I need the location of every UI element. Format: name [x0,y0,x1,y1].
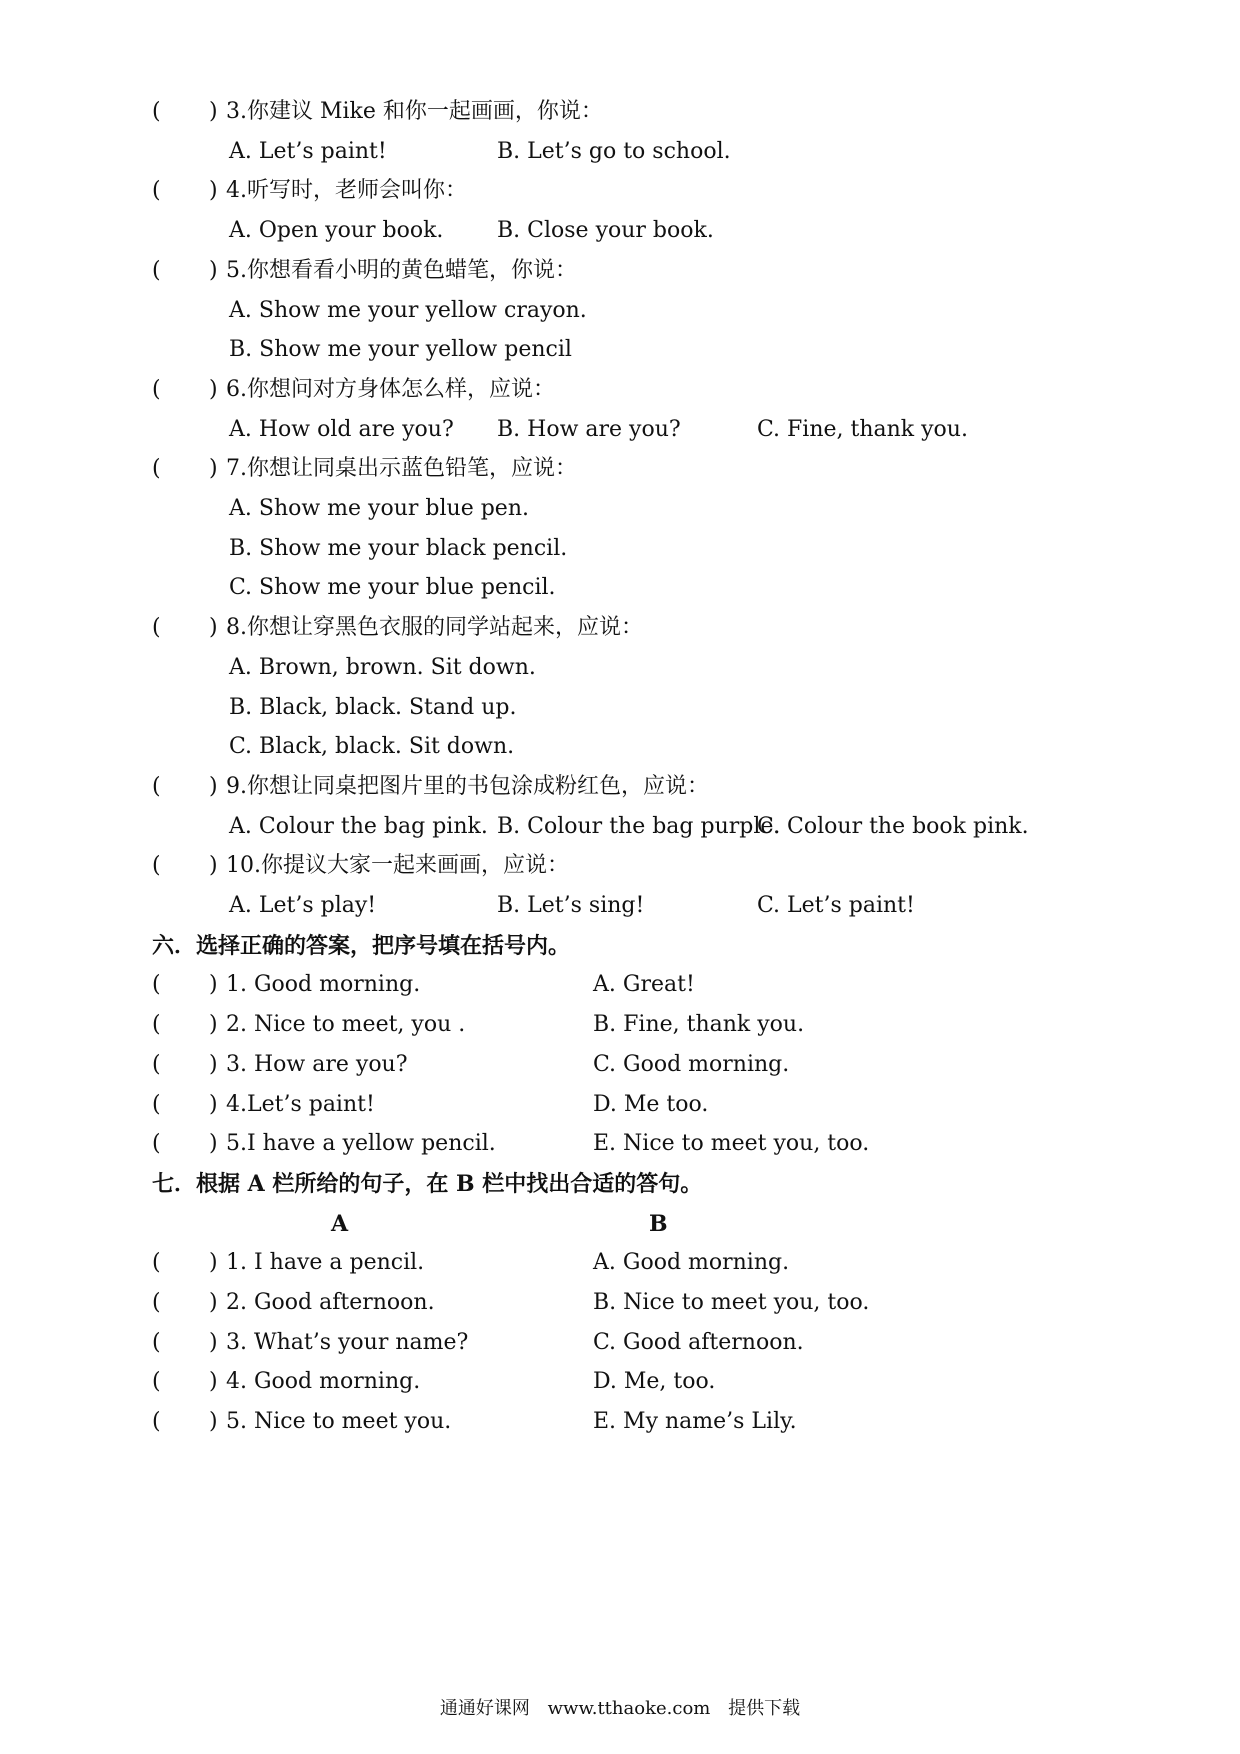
answer-blank-close: ) [209,99,218,124]
answer-blank-open[interactable]: ( [152,1091,161,1117]
answer-blank-open[interactable]: ( [152,972,161,998]
column-b-header: B [649,1210,668,1237]
option-row [0,807,1240,847]
matching-row [0,965,1240,1005]
option-choice: B. Colour the bag purple. [497,813,781,839]
matching-row [0,1005,1240,1045]
question-stem: 你想让同桌出示蓝色铅笔，应说： [247,456,578,482]
option-row [0,727,1240,767]
section-6-heading: 六．选择正确的答案，把序号填在括号内。 [152,932,571,959]
option-choice: B. Let’s sing! [497,893,645,918]
question-number: 6. [226,376,247,402]
footer-site-name: 通通好课网 [439,1698,530,1719]
question-text [226,171,467,211]
question-text [226,251,577,291]
option-choice: A. How old are you? [229,416,454,442]
response-text: C. Good morning. [593,1051,790,1077]
option-row [0,489,1240,529]
question-number: 7. [226,456,247,482]
option-choice: C. Show me your blue pencil. [229,575,556,601]
option-choice: B. How are you? [497,416,681,442]
response-text: B. Nice to meet you, too. [593,1290,870,1315]
answer-blank-close: ) [209,1290,218,1315]
question-stem: 听写时，老师会叫你： [247,178,468,204]
answer-blank-close: ) [209,1131,218,1157]
option-choice: B. Show me your yellow pencil [229,337,572,363]
matching-row [0,1045,1240,1085]
option-choice: B. Show me your black pencil. [229,535,568,561]
option-choice: A. Let’s play! [229,893,377,918]
option-choice: A. Brown, brown. Sit down. [229,654,536,680]
matching-row [0,1085,1240,1125]
question-number: 10. [226,853,261,879]
answer-blank-close: ) [209,1012,218,1038]
matching-row [0,1124,1240,1164]
answer-blank-close: ) [209,257,218,283]
question-row [0,251,1240,291]
answer-blank-close: ) [209,1091,218,1117]
question-text [226,370,555,410]
answer-blank-open[interactable]: ( [152,773,161,799]
question-stem: 你想让同桌把图片里的书包涂成粉红色，应说： [247,773,710,799]
column-a-header: A [331,1210,349,1237]
response-text: D. Me, too. [593,1369,716,1395]
option-choice: B. Let’s go to school. [497,138,731,164]
answer-blank-close: ) [209,376,218,402]
option-choice: A. Show me your yellow crayon. [229,297,587,323]
question-stem: 你想让穿黑色衣服的同学站起来，应说： [247,615,644,641]
prompt-text: 3. What’s your name? [226,1329,469,1355]
matching-row [0,1283,1240,1323]
prompt-text: 1. I have a pencil. [226,1250,425,1276]
option-row [0,568,1240,608]
question-number: 4. [226,178,247,204]
question-number: 5. [226,257,247,283]
response-text: A. Great! [593,972,695,998]
prompt-text: 5.I have a yellow pencil. [226,1131,496,1157]
answer-blank-close: ) [209,972,218,998]
answer-blank-open[interactable]: ( [152,1131,161,1157]
answer-blank-open[interactable]: ( [152,1012,161,1038]
answer-blank-open[interactable]: ( [152,376,161,402]
question-number: 3. [226,99,247,124]
option-choice: B. Close your book. [497,218,714,244]
answer-blank-open[interactable]: ( [152,178,161,204]
question-row [0,767,1240,807]
response-text: C. Good afternoon. [593,1329,804,1355]
answer-blank-open[interactable]: ( [152,456,161,482]
question-number: 9. [226,773,247,799]
answer-blank-open[interactable]: ( [152,1329,161,1355]
answer-blank-open[interactable]: ( [152,1369,161,1395]
response-text: E. My name’s Lily. [593,1409,797,1435]
matching-row [0,1362,1240,1402]
answer-blank-close: ) [209,1250,218,1276]
matching-row [0,1402,1240,1442]
matching-row [0,1243,1240,1283]
option-choice: C. Let’s paint! [757,893,915,918]
option-choice: A. Colour the bag pink. [229,813,488,839]
matching-row [0,1323,1240,1363]
answer-blank-close: ) [209,773,218,799]
answer-blank-open[interactable]: ( [152,99,161,124]
answer-blank-open[interactable]: ( [152,257,161,283]
option-choice: C. Black, black. Sit down. [229,734,515,760]
option-row [0,211,1240,251]
prompt-text: 2. Nice to meet, you . [226,1012,466,1038]
option-row [0,410,1240,450]
question-text [226,846,569,886]
question-text [226,608,643,648]
answer-blank-close: ) [209,853,218,879]
question-row [0,92,1240,132]
answer-blank-close: ) [209,1051,218,1077]
option-row [0,132,1240,172]
option-row [0,886,1240,926]
question-row [0,370,1240,410]
prompt-text: 3. How are you? [226,1051,408,1077]
question-row [0,846,1240,886]
answer-blank-open[interactable]: ( [152,615,161,641]
option-choice: B. Black, black. Stand up. [229,694,517,720]
option-choice: A. Let’s paint! [229,138,387,164]
question-stem: 你提议大家一起来画画，应说： [261,853,570,879]
response-text: E. Nice to meet you, too. [593,1131,870,1157]
answer-blank-open[interactable]: ( [152,1290,161,1315]
question-stem: 你想问对方身体怎么样，应说： [247,376,556,402]
prompt-text: 1. Good morning. [226,972,421,998]
response-text: B. Fine, thank you. [593,1012,805,1038]
option-row [0,529,1240,569]
answer-blank-close: ) [209,1409,218,1435]
footer-url[interactable]: www.tthaoke.com [547,1698,711,1719]
response-text: D. Me too. [593,1091,709,1117]
prompt-text: 2. Good afternoon. [226,1290,435,1315]
answer-blank-close: ) [209,615,218,641]
option-choice: C. Fine, thank you. [757,416,968,442]
question-stem: 你想看看小明的黄色蜡笔，你说： [247,257,578,283]
prompt-text: 4.Let’s paint! [226,1091,375,1117]
page-footer [0,1694,1240,1720]
answer-blank-open[interactable]: ( [152,1051,161,1077]
option-choice: A. Show me your blue pen. [229,496,529,521]
answer-blank-close: ) [209,456,218,482]
option-choice: C. Colour the book pink. [757,813,1029,839]
question-text [226,767,709,807]
question-number: 8. [226,615,247,641]
answer-blank-open[interactable]: ( [152,1250,161,1276]
answer-blank-close: ) [209,178,218,204]
answer-blank-close: ) [209,1329,218,1355]
question-text [226,92,603,132]
answer-blank-close: ) [209,1369,218,1395]
answer-blank-open[interactable]: ( [152,1409,161,1435]
answer-blank-open[interactable]: ( [152,853,161,879]
footer-action: 提供下载 [728,1698,801,1719]
question-row [0,608,1240,648]
response-text: A. Good morning. [593,1250,790,1276]
question-row [0,171,1240,211]
option-row [0,330,1240,370]
option-row [0,291,1240,331]
section-7-heading: 七．根据 A 栏所给的句子，在 B 栏中找出合适的答句。 [152,1170,703,1197]
question-text [226,449,577,489]
question-row [0,449,1240,489]
prompt-text: 4. Good morning. [226,1369,421,1395]
option-row [0,648,1240,688]
option-row [0,688,1240,728]
question-stem: 你建议 Mike 和你一起画画，你说： [247,99,603,124]
prompt-text: 5. Nice to meet you. [226,1409,452,1435]
option-choice: A. Open your book. [229,218,444,244]
